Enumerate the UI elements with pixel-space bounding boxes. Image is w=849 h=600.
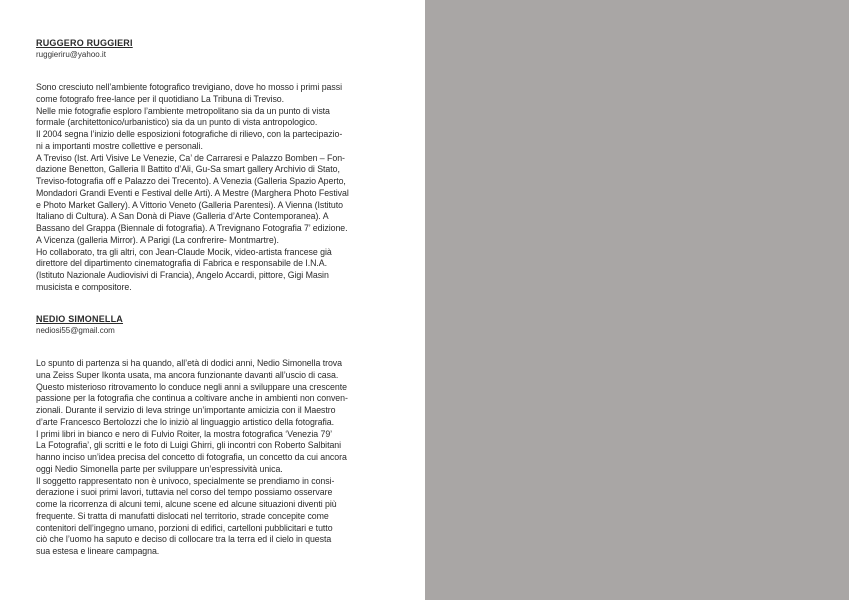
bio-line: oggi Nedio Simonella parte per sviluppare un’espressività unica.	[36, 463, 283, 474]
bio-line: A Treviso (Ist. Arti Visive Le Venezie, Ca’ de Carraresi e Palazzo Bomben – Fon-	[36, 152, 345, 163]
bio-line: Sono cresciuto nell’ambiente fotografico trevigiano, dove ho mosso i primi passi	[36, 82, 343, 92]
bio-line: hanno inciso un’idea precisa del concetto di fotografia, un concetto da cui ancora	[36, 452, 347, 462]
bio-line: dazione Benetton, Galleria Il Battito d’Ali, Gu-Sa smart gallery Archivio di Stato,	[36, 164, 340, 175]
author-name: NEDIO SIMONELLA	[36, 314, 124, 324]
bio-line: ciò che l’uomo ha saputo e deciso di collocare tra la terra ed il cielo in questa	[36, 534, 332, 545]
bio-line: Ho collaborato, tra gli altri, con Jean-Claude Mocik, video-artista francese già	[36, 246, 332, 257]
bio-line: d’arte Francesco Bertolozzi che lo iniziò al linguaggio artistico della fotografia.	[36, 416, 335, 427]
bio-line: La Fotografia’, gli scritti e le foto di Luigi Ghirri, gli incontri con Roberto Salbitani	[36, 440, 342, 451]
bio-line: formale (architettonico/urbanistico) sia da un punto di vista antropologico.	[36, 117, 318, 128]
bio-line: Treviso-fotografia off e Palazzo dei Trecento). A Venezia (Galleria Spazio Aperto,	[36, 176, 346, 186]
author-email: nediosi55@gmail.com	[36, 326, 115, 335]
bio-line: passione per la fotografia che continua a coltivare anche in ambienti non conven-	[36, 393, 348, 404]
bio-line: Bassano del Grappa (Biennale di fotografia). A Trevignano Fotografia 7’ edizione.	[36, 223, 348, 233]
bio-ruggero-ruggieri	[36, 38, 398, 294]
bio-line: Il 2004 segna l’inizio delle esposizioni fotografiche di rilievo, con la partecipazio-	[36, 129, 343, 139]
bio-line: frequente. Si tratta di manufatti dislocati nel territorio, strade concepite come	[36, 510, 329, 521]
author-email: ruggieriru@yahoo.it	[36, 50, 106, 59]
bio-line: sua estesa e lineare campagna.	[36, 546, 160, 556]
bio-line: Italiano di Cultura). A San Donà di Piave (Galleria d’Arte Contemporanea). A	[36, 211, 329, 222]
bio-line: ni a importanti mostre collettive e personali.	[36, 140, 203, 151]
bio-line: (Istituto Nazionale Audiovisivi di Francia), Angelo Accardi, pittore, Gigi Masin	[36, 270, 329, 280]
bio-line: derazione i suoi primi lavori, tuttavia nel corso del tempo possiamo osservare	[36, 487, 333, 498]
bio-text	[36, 82, 398, 294]
bio-line: Mondadori Grandi Eventi e Festival delle Arti). A Mestre (Marghera Photo Festival	[36, 187, 349, 198]
bio-line: e Photo Market Gallery). A Vittorio Veneto (Galleria Parentesi). A Vienna (Istituto	[36, 199, 344, 210]
bio-line: Questo misterioso ritrovamento lo conduce negli anni a sviluppare una crescente	[36, 381, 347, 392]
bio-line: I primi libri in bianco e nero di Fulvio Roiter, la mostra fotografica ‘Venezia 79’	[36, 428, 333, 439]
bio-line: zionali. Durante il servizio di leva stringe un’importante amicizia con il Maestro	[36, 405, 336, 415]
bio-line: una Zeiss Super Ikonta usata, ma ancora funzionante davanti all’uscio di casa.	[36, 369, 339, 380]
bio-line: musicista e compositore.	[36, 281, 132, 292]
bio-line: A Vicenza (galleria Mirror). A Parigi (La confrerire- Montmartre).	[36, 234, 279, 245]
bio-line: come la ricorrenza di alcuni temi, alcune scene ed alcune situazioni diventi più	[36, 499, 337, 509]
bio-nedio-simonella	[36, 314, 398, 558]
author-name: RUGGERO RUGGIERI	[36, 38, 133, 48]
bio-line: Lo spunto di partenza si ha quando, all’età di dodici anni, Nedio Simonella trova	[36, 358, 342, 368]
bio-text	[36, 358, 398, 558]
right-page-grey-panel	[425, 0, 849, 600]
bio-line: come fotografo free-lance per il quotidiano La Tribuna di Treviso.	[36, 93, 285, 104]
bio-line: Nelle mie fotografie esploro l’ambiente metropolitano sia da un punto di vista	[36, 105, 330, 116]
bio-line: Il soggetto rappresentato non è univoco, specialmente se prendiamo in consi-	[36, 475, 335, 486]
bio-line: contenitori dell’ingegno umano, porzioni di edifici, cartelloni pubblicitari e tutto	[36, 522, 333, 533]
bio-line: direttore del dipartimento cinematografia di Fabrica e responsabile de I.N.A.	[36, 258, 328, 269]
